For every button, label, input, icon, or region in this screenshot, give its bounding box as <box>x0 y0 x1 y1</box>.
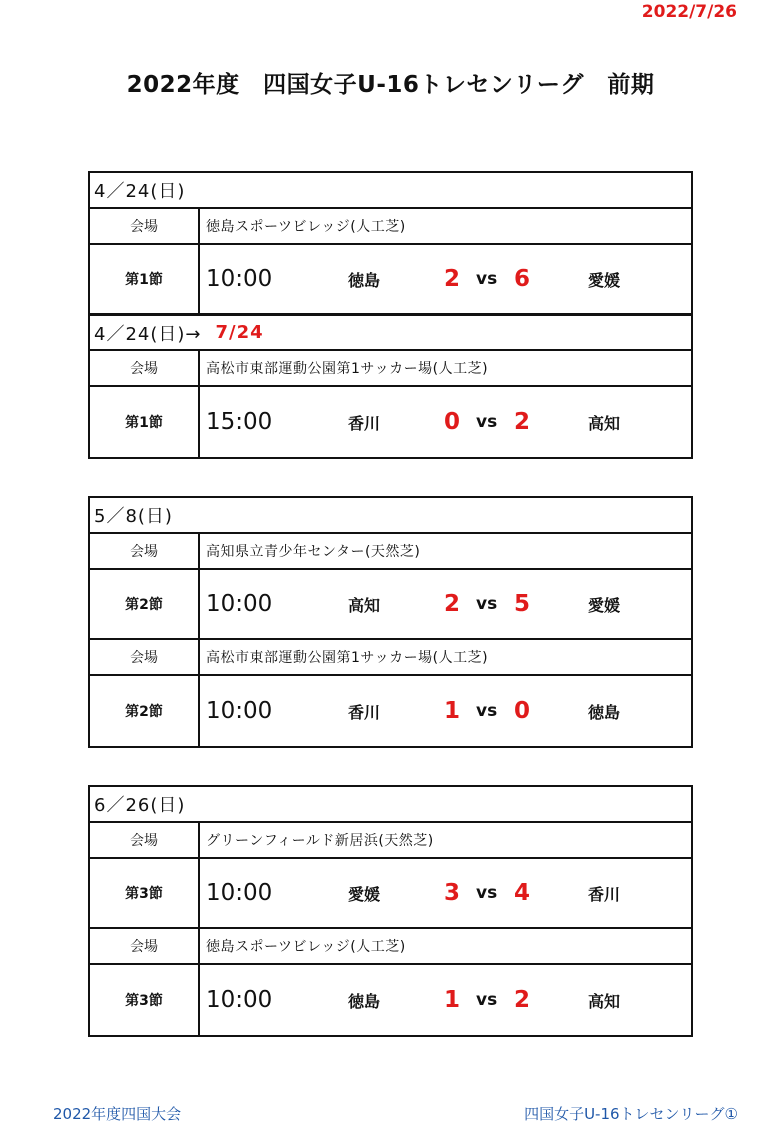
venue-label: 会場 <box>90 640 200 674</box>
date-row <box>90 498 691 534</box>
venue-row <box>90 534 691 570</box>
round-label: 第3節 <box>90 859 200 927</box>
home-score: 2 <box>444 591 461 617</box>
venue-label: 会場 <box>90 534 200 568</box>
match-date: 6／26(日) <box>94 795 186 816</box>
vs-label: vs <box>476 269 498 289</box>
home-score: 3 <box>444 880 461 906</box>
home-team: 高知 <box>348 595 381 615</box>
venue-row <box>90 929 691 965</box>
venue-row <box>90 823 691 859</box>
match-row <box>90 965 691 1035</box>
match-detail <box>200 859 691 927</box>
away-team: 徳島 <box>588 702 621 722</box>
match-detail <box>200 387 691 457</box>
venue-label: 会場 <box>90 209 200 243</box>
round-label: 第1節 <box>90 387 200 457</box>
home-score: 1 <box>444 698 461 724</box>
kickoff-time: 15:00 <box>206 409 273 435</box>
round-label: 第2節 <box>90 570 200 638</box>
home-score: 1 <box>444 987 461 1013</box>
home-team: 香川 <box>348 702 381 722</box>
kickoff-time: 10:00 <box>206 880 273 906</box>
kickoff-time: 10:00 <box>206 987 273 1013</box>
venue-label: 会場 <box>90 823 200 857</box>
venue-row <box>90 640 691 676</box>
kickoff-time: 10:00 <box>206 591 273 617</box>
venue-name: 高松市東部運動公園第1サッカー場(人工芝) <box>206 650 489 666</box>
footer-left-text: 2022年度四国大会 <box>53 1105 182 1123</box>
venue-name: 高知県立青少年センター(天然芝) <box>206 544 421 560</box>
venue-name: 徳島スポーツビレッジ(人工芝) <box>206 219 406 235</box>
away-team: 愛媛 <box>588 595 621 615</box>
vs-label: vs <box>476 412 498 432</box>
page-title: 2022年度 四国女子U-16トレセンリーグ 前期 <box>126 72 655 98</box>
kickoff-time: 10:00 <box>206 266 273 292</box>
date-row <box>90 315 691 351</box>
away-score: 5 <box>514 591 531 617</box>
home-team: 徳島 <box>348 991 381 1011</box>
match-detail <box>200 676 691 746</box>
venue-row <box>90 351 691 387</box>
venue-name: 徳島スポーツビレッジ(人工芝) <box>206 939 406 955</box>
away-score: 6 <box>514 266 531 292</box>
date-row <box>90 787 691 823</box>
match-date: 4／24(日)→ <box>94 323 202 345</box>
home-score: 2 <box>444 266 461 292</box>
away-score: 4 <box>514 880 531 906</box>
vs-label: vs <box>476 883 498 903</box>
round-label: 第1節 <box>90 245 200 313</box>
kickoff-time: 10:00 <box>206 698 273 724</box>
home-team: 愛媛 <box>348 884 381 904</box>
match-date: 4／24(日) <box>94 181 186 202</box>
footer-right-text: 四国女子U-16トレセンリーグ① <box>524 1105 738 1123</box>
match-detail <box>200 245 691 313</box>
vs-label: vs <box>476 990 498 1010</box>
match-row <box>90 245 691 315</box>
away-score: 2 <box>514 409 531 435</box>
date-stamp: 2022/7/26 <box>641 2 737 22</box>
home-score: 0 <box>444 409 461 435</box>
away-team: 高知 <box>588 413 621 433</box>
schedule-block-3 <box>88 785 693 1037</box>
date-row <box>90 173 691 209</box>
away-team: 愛媛 <box>588 270 621 290</box>
schedule-block-2 <box>88 496 693 748</box>
match-row <box>90 676 691 746</box>
round-label: 第3節 <box>90 965 200 1035</box>
schedule-block-1 <box>88 171 693 459</box>
home-team: 香川 <box>348 413 381 433</box>
venue-label: 会場 <box>90 351 200 385</box>
vs-label: vs <box>476 594 498 614</box>
away-score: 2 <box>514 987 531 1013</box>
match-detail <box>200 570 691 638</box>
venue-label: 会場 <box>90 929 200 963</box>
away-score: 0 <box>514 698 531 724</box>
match-row <box>90 859 691 929</box>
match-detail <box>200 965 691 1035</box>
home-team: 徳島 <box>348 270 381 290</box>
venue-row <box>90 209 691 245</box>
away-team: 香川 <box>588 884 621 904</box>
venue-name: グリーンフィールド新居浜(天然芝) <box>206 833 434 849</box>
match-row <box>90 570 691 640</box>
match-date: 5／8(日) <box>94 506 173 527</box>
rescheduled-date: 7/24 <box>215 322 264 343</box>
away-team: 高知 <box>588 991 621 1011</box>
round-label: 第2節 <box>90 676 200 746</box>
venue-name: 高松市東部運動公園第1サッカー場(人工芝) <box>206 361 489 377</box>
match-row <box>90 387 691 457</box>
vs-label: vs <box>476 701 498 721</box>
